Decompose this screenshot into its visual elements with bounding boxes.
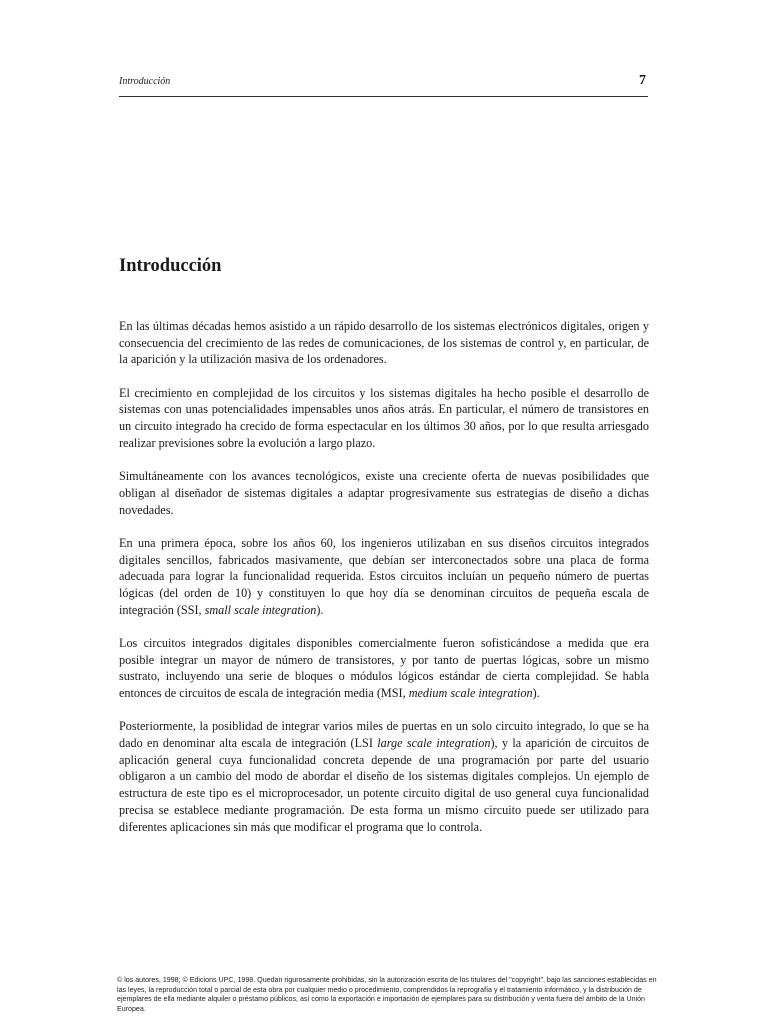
paragraph-5 — [119, 635, 649, 702]
paragraph-2: El crecimiento en complejidad de los circuitos y los sistemas digitales ha hecho posible el desarrollo de sistemas con unas potencialidades impensables unos años atrás. En particular, el número de transistores en un circuito integrado ha crecido de forma espectacular en los últimos 30 años, por lo que resulta arriesgado realizar previsiones sobre la evolución a largo plazo. — [119, 385, 649, 450]
chapter-title: Introducción — [119, 256, 222, 276]
paragraph-4-text: En una primera época, sobre los años 60, los ingenieros utilizaban en sus diseños circuitos integrados digitales sencillos, fabricados masivamente, que debían ser interconectados sobre una placa de forma adecuada para lograr la funcionalidad requerida. Estos circuitos incluían un pequeño número de puertas lógicas (del orden de 10) y constituyen lo que hoy día se denominan circuitos de pequeña escala de integración (SSI, — [119, 535, 649, 617]
paragraph-6 — [119, 718, 649, 835]
paragraph-6-end: ), y la aparición de circuitos de aplicación general cuya funcionalidad concreta depende de una programación por parte del usuario obligaron a un cambio del modo de abordar el diseño de los sistemas digitales complejos. Un ejemplo de estructura de este tipo es el microprocesador, un potente circuito digital de uso general cuya funcionalidad precisa se establece mediante programación. De esta forma un mismo circuito puede ser utilizado para diferentes aplicaciones sin más que modificar el programa que lo controla. — [119, 736, 649, 834]
body-text — [119, 318, 649, 852]
page-number: 7 — [639, 73, 646, 88]
running-header — [119, 73, 648, 97]
paragraph-6-text: Posteriormente, la posiblidad de integrar varios miles de puertas en un solo circuito integrado, lo que se ha dado en denominar alta escala de integración (LSI — [119, 719, 649, 751]
term-msi: medium scale integration — [408, 686, 533, 701]
term-lsi: large scale integration — [377, 736, 491, 751]
paragraph-5-text: Los circuitos integrados digitales disponibles comercialmente fueron sofisticándose a medida que era posible integrar un mayor de número de transistores, y por tanto de puertas lógicas, sobre un mismo sustrato, incluyendo una serie de bloques o módulos lógicos estándar de cierta complejidad. Se habla entonces de circuitos de escala de integración media (MSI, — [119, 635, 649, 701]
paragraph-1: En las últimas décadas hemos asistido a un rápido desarrollo de los sistemas electrónicos digitales, origen y consecuencia del crecimiento de las redes de comunicaciones, de los sistemas de control y, en particular, de la aparición y la utilización masiva de los ordenadores. — [119, 319, 649, 367]
paragraph-4 — [119, 535, 649, 619]
term-ssi: small scale integration — [204, 602, 317, 617]
copyright-footer: © los autores, 1998; © Edicions UPC, 1998. Quedan rigurosamente prohibidas, sin la autorización escrita de los titulares del "copyright", bajo las sanciones establecidas en las leyes, la reproducción total o parcial de esta obra por cualquier medio o procedimiento, comprendidos la reprografía y el tratamiento informático, y la distribución de ejemplares de ella mediante alquiler o préstamo públicos, así como la exportación e importación de ejemplares para su distribución y venta fuera del ámbito de la Unión Europea. — [117, 976, 657, 1013]
paragraph-5-end: ). — [532, 686, 540, 701]
paragraph-4-end: ). — [316, 602, 324, 617]
running-title: Introducción — [119, 76, 171, 87]
paragraph-3: Simultáneamente con los avances tecnológicos, existe una creciente oferta de nuevas posibilidades que obligan al diseñador de sistemas digitales a adaptar progresivamente sus estrategias de diseño a dichas novedades. — [119, 469, 649, 517]
